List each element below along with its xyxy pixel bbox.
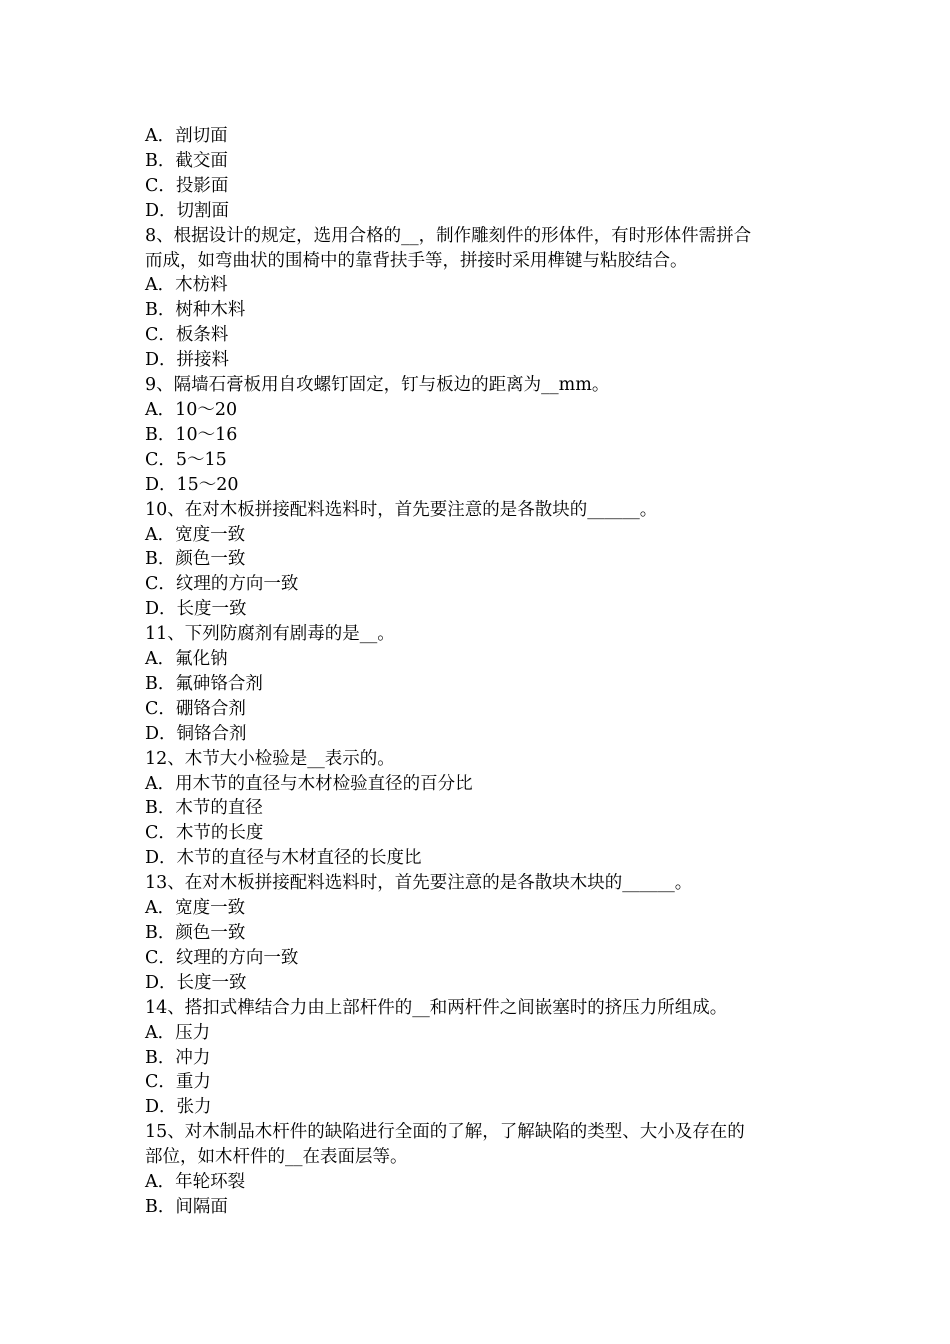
question-text: 14、搭扣式榫结合力由上部杆件的__和两杆件之间嵌塞时的挤压力所组成。 (145, 997, 728, 1018)
option-a: A．用木节的直径与木材检验直径的百分比 (145, 773, 473, 794)
option-c: C．纹理的方向一致 (145, 947, 299, 968)
option-c: C．板条料 (145, 325, 229, 346)
question-text: 10、在对木板拼接配料选料时，首先要注意的是各散块的______。 (145, 499, 658, 520)
option-b: B．10～16 (145, 424, 238, 445)
option-b: B．木节的直径 (145, 798, 263, 819)
option-a: A．年轮环裂 (145, 1172, 246, 1193)
option-d: D．长度一致 (145, 599, 247, 620)
question-10 (145, 498, 825, 623)
question-text: 8、根据设计的规定，选用合格的__，制作雕刻件的形体件，有时形体件需拼合 (145, 225, 752, 246)
option-d: D．张力 (145, 1097, 212, 1118)
option-b: B．氟砷铬合剂 (145, 673, 263, 694)
option-b: B．截交面 (145, 150, 228, 171)
question-text: 而成，如弯曲状的围椅中的靠背扶手等，拼接时采用榫键与粘胶结合。 (145, 250, 688, 271)
question-text: 部位，如木杆件的__在表面层等。 (145, 1147, 408, 1168)
option-a: A．木枋料 (145, 275, 228, 296)
option-a: A．10～20 (145, 399, 238, 420)
option-c: C．纹理的方向一致 (145, 574, 299, 595)
question-8 (145, 224, 825, 373)
option-d: D．拼接料 (145, 350, 230, 371)
question-text: 11、下列防腐剂有剧毒的是__。 (145, 624, 395, 645)
option-b: B．树种木料 (145, 300, 246, 321)
option-a: A．压力 (145, 1022, 211, 1043)
question-11 (145, 622, 825, 747)
option-d: D．铜铬合剂 (145, 723, 247, 744)
option-b: B．间隔面 (145, 1196, 228, 1217)
question-12 (145, 747, 825, 872)
question-text: 15、对木制品木杆件的缺陷进行全面的了解，了解缺陷的类型、大小及存在的 (145, 1122, 745, 1143)
option-b: B．颜色一致 (145, 549, 246, 570)
question-text: 9、隔墙石膏板用自攻螺钉固定，钉与板边的距离为__mm。 (145, 375, 610, 396)
lead-options (145, 124, 825, 224)
option-c: C．重力 (145, 1072, 211, 1093)
option-c: C．5～15 (145, 449, 227, 470)
option-c: C．木节的长度 (145, 823, 264, 844)
option-c: C．投影面 (145, 175, 229, 196)
option-a: A．剖切面 (145, 126, 228, 146)
option-d: D．木节的直径与木材直径的长度比 (145, 848, 422, 869)
question-13 (145, 871, 825, 996)
option-b: B．冲力 (145, 1047, 211, 1068)
question-14 (145, 996, 825, 1121)
question-15 (145, 1120, 825, 1220)
option-c: C．硼铬合剂 (145, 698, 246, 719)
option-a: A．宽度一致 (145, 898, 246, 919)
option-d: D．15～20 (145, 474, 239, 495)
option-a: A．宽度一致 (145, 524, 246, 545)
question-text: 13、在对木板拼接配料选料时，首先要注意的是各散块木块的______。 (145, 873, 693, 894)
option-d: D．切割面 (145, 200, 230, 221)
document-page (145, 124, 825, 1220)
question-text: 12、木节大小检验是__表示的。 (145, 748, 395, 769)
option-d: D．长度一致 (145, 972, 247, 993)
option-b: B．颜色一致 (145, 923, 246, 943)
question-9 (145, 373, 825, 498)
option-a: A．氟化钠 (145, 649, 228, 670)
